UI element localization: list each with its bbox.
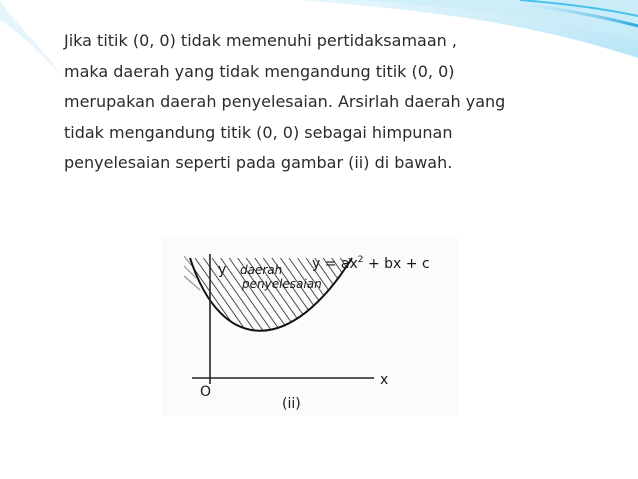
equation-exponent: 2 [357, 255, 364, 265]
equation-label [312, 255, 430, 272]
paragraph-line: Jika titik (0, 0) tidak memenuhi pertidaksamaan , [64, 31, 457, 50]
figure-caption: (ii) [282, 396, 301, 412]
parabola-figure [162, 236, 458, 416]
paragraph-line: tidak mengandung titik (0, 0) sebagai himpunan [64, 122, 453, 142]
parabola-graph [162, 236, 458, 416]
paragraph-line: penyelesaian seperti pada gambar (ii) di bawah. [64, 153, 453, 172]
equation-prefix: y = ax [312, 256, 358, 272]
paragraph-line: merupakan daerah penyelesaian. Arsirlah daerah yang [64, 92, 506, 111]
equation-suffix: + bx + c [363, 256, 430, 272]
y-axis-label: y [218, 262, 227, 278]
region-label-line2: penyelesaian [242, 277, 322, 291]
origin-label: O [200, 384, 212, 400]
region-label-line1: daerah [240, 263, 283, 277]
x-axis-label: x [380, 372, 389, 388]
body-paragraph [64, 26, 624, 179]
paragraph-line: maka daerah yang tidak mengandung titik (0, 0) [64, 61, 455, 81]
